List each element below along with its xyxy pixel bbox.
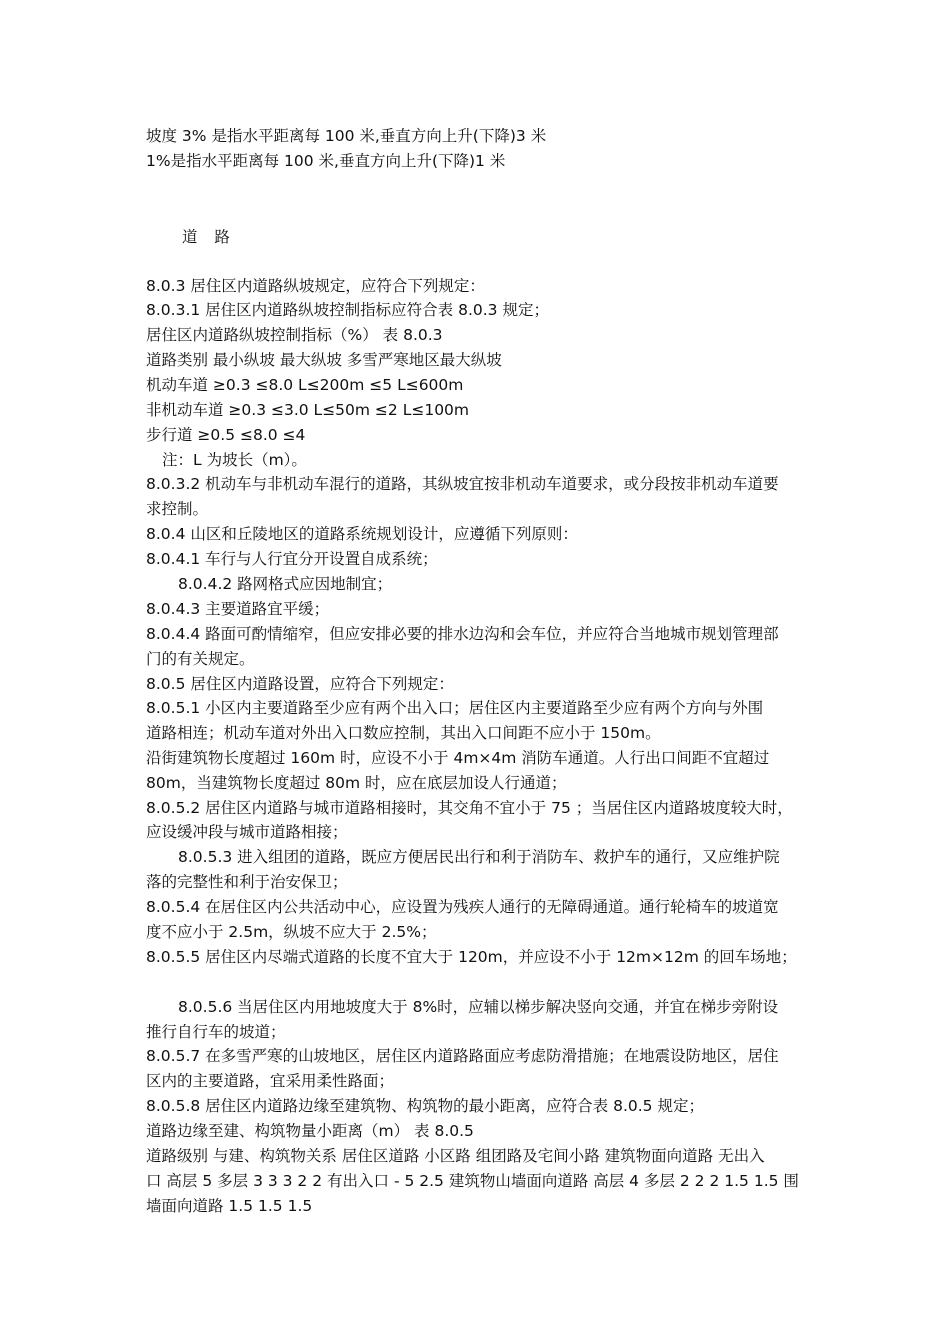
intro-line-1: 坡度 3% 是指水平距离每 100 米,垂直方向上升(下降)3 米 [146, 127, 547, 145]
section-heading: 道 路 [182, 228, 236, 246]
table-805-text-line-3: 墙面向道路 1.5 1.5 1.5 [146, 1197, 313, 1215]
section-805-item-4-line-1: 8.0.5.4 在居住区内公共活动中心，应设置为残疾人通行的无障碍通道。通行轮椅车的坡道宽 [146, 898, 779, 916]
table-805-caption: 道路边缘至建、构筑物量小距离（m） 表 8.0.5 [146, 1122, 474, 1140]
section-803-item-1: 8.0.3.1 居住区内道路纵坡控制指标应符合表 8.0.3 规定； [146, 301, 549, 319]
section-804-item-1: 8.0.4.1 车行与人行宜分开设置自成系统； [146, 550, 438, 568]
section-804-item-4-line-1: 8.0.4.4 路面可酌情缩窄，但应安排必要的排水边沟和会车位，并应符合当地城市规划管理部 [146, 625, 779, 643]
section-804-item-3: 8.0.4.3 主要道路宜平缓； [146, 600, 330, 618]
section-805-item-3-line-2: 落的完整性和利于治安保卫； [146, 873, 348, 891]
table-803-header: 道路类别 最小纵坡 最大纵坡 多雪严寒地区最大纵坡 [146, 351, 502, 369]
section-804-item-2: 8.0.4.2 路网格式应因地制宜； [178, 575, 393, 593]
section-805-item-5: 8.0.5.5 居住区内尽端式道路的长度不宜大于 120m，并应设不小于 12m×12m 的回车场地； [146, 948, 797, 966]
section-805-item-2-line-1: 8.0.5.2 居住区内道路与城市道路相接时，其交角不宜小于 75 ；当居住区内道路坡度较大时， [146, 799, 793, 817]
section-805-item-1-line-2: 道路相连；机动车道对外出入口数应控制，其出入口间距不应小于 150m。 [146, 724, 661, 742]
section-805-title: 8.0.5 居住区内道路设置，应符合下列规定： [146, 675, 454, 693]
table-803-note: 注：L 为坡长（m）。 [162, 451, 307, 469]
table-803-row-walk: 步行道 ≥0.5 ≤8.0 ≤4 [146, 426, 306, 444]
section-805-item-7-line-1: 8.0.5.7 在多雪严寒的山坡地区，居住区内道路路面应考虑防滑措施；在地震设防地区，居住 [146, 1047, 779, 1065]
section-803-title: 8.0.3 居住区内道路纵坡规定，应符合下列规定： [146, 277, 485, 295]
section-803-item-2-line-1: 8.0.3.2 机动车与非机动车混行的道路，其纵坡宜按非机动车道要求，或分段按非机动车道要 [146, 475, 779, 493]
table-805-text-line-2: 口 高层 5 多层 3 3 3 2 2 有出入口 - 5 2.5 建筑物山墙面向道路 高层 4 多层 2 2 2 1.5 1.5 围 [146, 1172, 799, 1190]
section-805-item-6-line-2: 推行自行车的坡道； [146, 1023, 286, 1041]
section-805-item-3-line-1: 8.0.5.3 进入组团的道路，既应方便居民出行和利于消防车、救护车的通行，又应维护院 [178, 848, 780, 866]
table-803-caption: 居住区内道路纵坡控制指标（%） 表 8.0.3 [146, 326, 443, 344]
section-805-item-2-line-2: 应设缓冲段与城市道路相接； [146, 823, 348, 841]
table-805-text-line-1: 道路级别 与建、构筑物关系 居住区道路 小区路 组团路及宅间小路 建筑物面向道路 无出入 [146, 1147, 765, 1165]
section-805-item-1-line-3: 沿街建筑物长度超过 160m 时，应设不小于 4m×4m 消防车通道。人行出口间距不宜超过 [146, 749, 770, 767]
section-805-item-1-line-1: 8.0.5.1 小区内主要道路至少应有两个出入口；居住区内主要道路至少应有两个方向与外围 [146, 699, 764, 717]
section-805-item-6-line-1: 8.0.5.6 当居住区内用地坡度大于 8%时，应辅以梯步解决竖向交通，并宜在梯步旁附设 [178, 998, 779, 1016]
table-803-row-motor: 机动车道 ≥0.3 ≤8.0 L≤200m ≤5 L≤600m [146, 376, 464, 394]
section-805-item-7-line-2: 区内的主要道路，宜采用柔性路面； [146, 1072, 395, 1090]
section-803-item-2-line-2: 求控制。 [146, 500, 209, 518]
table-803-row-nonmotor: 非机动车道 ≥0.3 ≤3.0 L≤50m ≤2 L≤100m [146, 401, 470, 419]
section-804-item-4-line-2: 门的有关规定。 [146, 650, 255, 668]
intro-line-2: 1%是指水平距离每 100 米,垂直方向上升(下降)1 米 [146, 152, 506, 170]
section-805-item-1-line-4: 80m，当建筑物长度超过 80m 时，应在底层加设人行通道； [146, 774, 567, 792]
section-804-title: 8.0.4 山区和丘陵地区的道路系统规划设计，应遵循下列原则： [146, 525, 578, 543]
section-805-item-4-line-2: 度不应小于 2.5m，纵坡不应大于 2.5%； [146, 923, 437, 941]
section-805-item-8: 8.0.5.8 居住区内道路边缘至建筑物、构筑物的最小距离，应符合表 8.0.5 规定； [146, 1097, 704, 1115]
